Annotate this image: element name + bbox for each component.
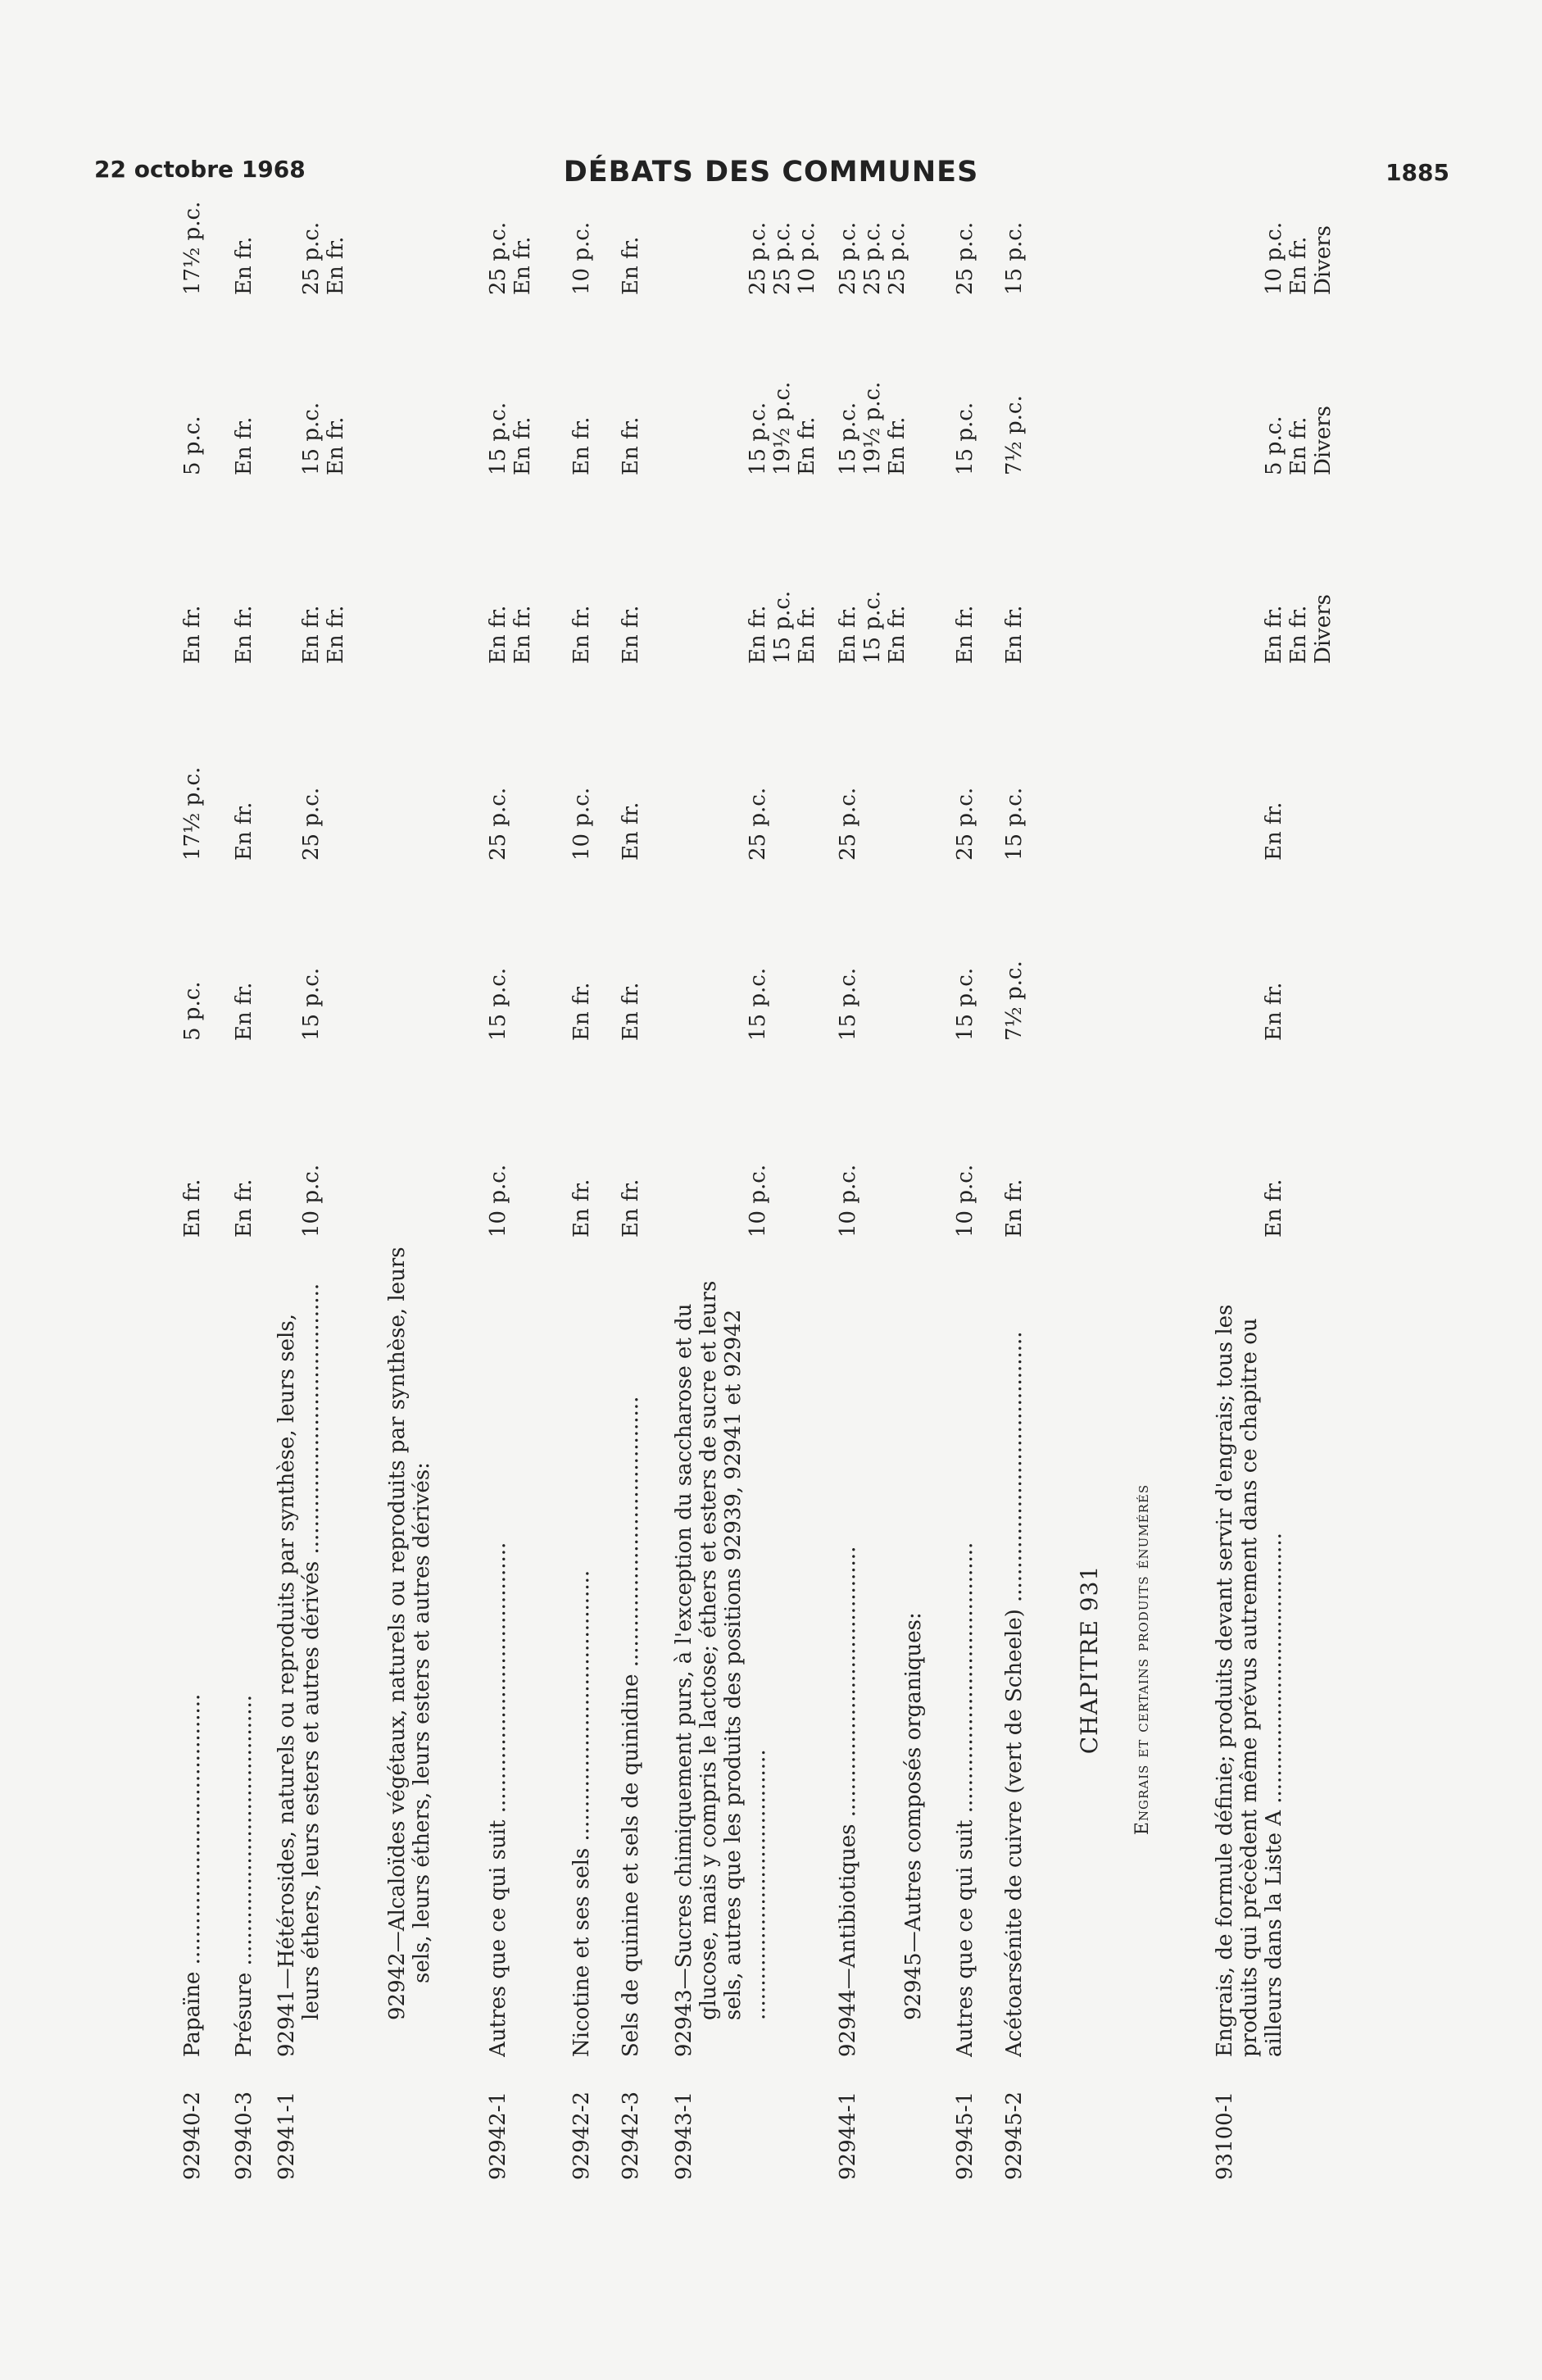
rate-cell-2: 15 p.c. — [836, 967, 860, 1041]
rate-cell-3: 25 p.c. — [953, 787, 977, 861]
rate-cell-1: En fr. — [232, 1179, 256, 1238]
rate-cell-4: En fr. 15 p.c. En fr. — [746, 590, 819, 664]
rate-cell-5: En fr. — [619, 416, 643, 475]
rate-cell-6: 25 p.c. En fr. — [486, 221, 535, 295]
tariff-item-code: 92945-2 — [1002, 2091, 1027, 2180]
rate-cell-3: 25 p.c. — [299, 787, 324, 861]
rate-cell-2: En fr. — [619, 982, 643, 1041]
rate-cell-3: 15 p.c. — [1002, 787, 1027, 861]
rate-cell-2: En fr. — [1262, 982, 1286, 1041]
rate-cell-4: En fr. En fr. Divers — [1262, 593, 1336, 664]
rate-cell-1: En fr. — [569, 1179, 594, 1238]
rate-cell-6: En fr. — [619, 236, 643, 295]
rate-cell-6: 10 p.c. En fr. Divers — [1262, 221, 1336, 295]
rate-cell-6: 10 p.c. — [569, 221, 594, 295]
tariff-item-code: 92943-1 — [672, 2091, 696, 2180]
rate-cell-6: 25 p.c. 25 p.c. 10 p.c. — [746, 221, 819, 295]
rate-cell-3: 25 p.c. — [746, 787, 770, 861]
rate-cell-1: 10 p.c. — [486, 1164, 510, 1238]
rate-cell-3: En fr. — [232, 802, 256, 861]
rate-cell-1: 10 p.c. — [299, 1164, 324, 1238]
rate-cell-2: 15 p.c. — [486, 967, 510, 1041]
rate-cell-1: En fr. — [180, 1179, 205, 1238]
chapter-subtitle: Engrais et certains produits énumérés — [1132, 1483, 1153, 1836]
rate-cell-2: En fr. — [569, 982, 594, 1041]
item-description: 92943—Sucres chimiquement purs, à l'exception du saccharose et du glucose, mais y compris le lactose; éthers et esters de sucre et leurs sels, autres que les produits des positions 92939, 92941 et 92942 ........................................ — [672, 1280, 770, 2057]
rate-cell-4: En fr. En fr. — [486, 605, 535, 664]
item-description: Sels de quinine et sels de quinidine ........................................ — [619, 1396, 643, 2057]
header-title: DÉBATS DES COMMUNES — [563, 156, 979, 188]
rate-cell-5: 15 p.c. 19½ p.c. En fr. — [836, 381, 909, 475]
rate-cell-4: En fr. — [953, 605, 977, 664]
rate-cell-1: En fr. — [1002, 1179, 1027, 1238]
rate-cell-3: En fr. — [619, 802, 643, 861]
rate-cell-2: 15 p.c. — [953, 967, 977, 1041]
rate-cell-2: 15 p.c. — [299, 967, 324, 1041]
item-description: Autres que ce qui suit ........................................ — [953, 1542, 977, 2057]
tariff-table — [164, 180, 1475, 2180]
item-description: Nicotine et ses sels ........................................ — [569, 1569, 594, 2057]
chapter-title: CHAPITRE 931 — [1076, 1565, 1103, 1755]
tariff-item-code: 92942-3 — [619, 2091, 643, 2180]
tariff-item-code: 92944-1 — [836, 2091, 860, 2180]
rate-cell-6: 25 p.c. En fr. — [299, 221, 348, 295]
rate-cell-5: En fr. — [569, 416, 594, 475]
rate-cell-3: 25 p.c. — [836, 787, 860, 861]
rate-cell-5: 15 p.c. 19½ p.c. En fr. — [746, 381, 819, 475]
rate-cell-5: En fr. — [232, 416, 256, 475]
rate-cell-6: 15 p.c. — [1002, 221, 1027, 295]
rate-cell-1: 10 p.c. — [836, 1164, 860, 1238]
rate-cell-6: 25 p.c. 25 p.c. 25 p.c. — [836, 221, 909, 295]
item-description: Présure ........................................ — [232, 1694, 256, 2057]
rate-cell-5: 15 p.c. En fr. — [486, 402, 535, 475]
rate-cell-5: 5 p.c. — [180, 416, 205, 475]
item-description: 92945—Autres composés organiques: — [901, 1612, 926, 2020]
page-number: 1885 — [1386, 159, 1449, 186]
item-description: Papaïne ........................................ — [180, 1693, 205, 2057]
rate-cell-2: 5 p.c. — [180, 981, 205, 1041]
rate-cell-4: En fr. — [569, 605, 594, 664]
rate-cell-6: 17½ p.c. — [180, 201, 205, 295]
rate-cell-4: En fr. — [619, 605, 643, 664]
rate-cell-3: En fr. — [1262, 802, 1286, 861]
rate-cell-4: En fr. En fr. — [299, 605, 348, 664]
rate-cell-5: 7½ p.c. — [1002, 395, 1027, 475]
tariff-item-code: 92940-3 — [232, 2091, 256, 2180]
rate-cell-5: 15 p.c. — [953, 402, 977, 475]
rate-cell-5: 5 p.c. En fr. Divers — [1262, 405, 1336, 475]
rate-cell-3: 17½ p.c. — [180, 766, 205, 861]
item-description: 92944—Antibiotiques ........................................ — [836, 1546, 860, 2057]
tariff-item-code: 92942-1 — [486, 2091, 510, 2180]
rate-cell-1: En fr. — [619, 1179, 643, 1238]
tariff-item-code: 92941-1 — [274, 2091, 299, 2180]
item-description: Autres que ce qui suit ........................................ — [486, 1542, 510, 2057]
rate-cell-6: 25 p.c. — [953, 221, 977, 295]
rate-cell-2: En fr. — [232, 982, 256, 1041]
item-description: 92942—Alcaloïdes végétaux, naturels ou reproduits par synthèse, leurs sels, leurs éthers, leurs esters et autres dérivés: — [385, 1247, 434, 2020]
rate-cell-1: 10 p.c. — [746, 1164, 770, 1238]
rate-cell-4: En fr. 15 p.c. En fr. — [836, 590, 909, 664]
rate-cell-4: En fr. — [232, 605, 256, 664]
tariff-item-code: 92940-2 — [180, 2091, 205, 2180]
rate-cell-4: En fr. — [180, 605, 205, 664]
rate-cell-2: 7½ p.c. — [1002, 961, 1027, 1041]
header-date: 22 octobre 1968 — [94, 156, 306, 183]
rate-cell-1: 10 p.c. — [953, 1164, 977, 1238]
item-description: Engrais, de formule définie; produits devant servir d'engrais; tous les produits qui précèdent même prévus autrement dans ce chapitre ou ailleurs dans la Liste A ........................................ — [1213, 1304, 1286, 2057]
rate-cell-5: 15 p.c. En fr. — [299, 402, 348, 475]
rate-cell-6: En fr. — [232, 236, 256, 295]
rate-cell-1: En fr. — [1262, 1179, 1286, 1238]
rate-cell-3: 25 p.c. — [486, 787, 510, 861]
tariff-item-code: 93100-1 — [1213, 2091, 1237, 2180]
rate-cell-3: 10 p.c. — [569, 787, 594, 861]
rate-cell-4: En fr. — [1002, 605, 1027, 664]
tariff-item-code: 92945-1 — [953, 2091, 977, 2180]
tariff-item-code: 92942-2 — [569, 2091, 594, 2180]
item-description: Acétoarsénite de cuivre (vert de Scheele) ........................................ — [1002, 1331, 1027, 2057]
item-description: 92941—Hétérosides, naturels ou reproduits par synthèse, leurs sels, leurs éthers, leurs esters et autres dérivés ........................................ — [274, 1283, 324, 2057]
rate-cell-2: 15 p.c. — [746, 967, 770, 1041]
